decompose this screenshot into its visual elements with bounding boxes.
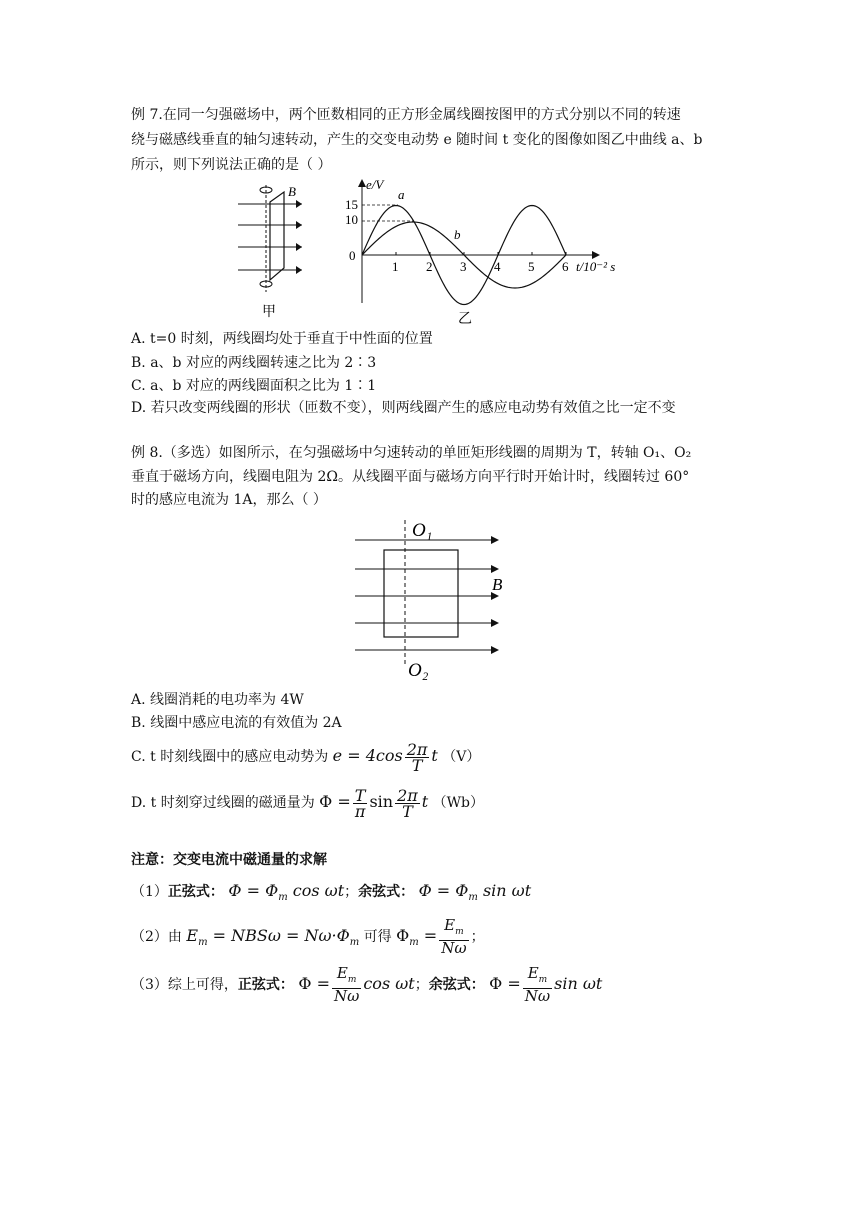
- jia-caption: 甲: [262, 305, 276, 320]
- ex8-option-a: A. 线圈消耗的电功率为 4W: [131, 692, 304, 708]
- ex8-line-3: 时的感应电流为 1A，那么（ ）: [131, 492, 327, 508]
- o1-label: O₁: [412, 520, 433, 541]
- x-axis-label: t/10⁻² s: [576, 259, 616, 274]
- figure-ex8-coil: [350, 512, 510, 684]
- b-label: B: [492, 575, 503, 594]
- ex8-option-b: B. 线圈中感应电流的有效值为 2A: [131, 715, 342, 731]
- x-tick-label: 1: [392, 259, 399, 274]
- x-tick-label: 5: [528, 259, 535, 274]
- ex8-option-d: D. t 时刻穿过线圈的磁通量为 Φ = $\frac{T}{\pi}$ sin $\frac{2\pi}{T}$ t （Wb）: [131, 785, 485, 821]
- ex8-line-1: 例 8.（多选）如图所示，在匀强磁场中匀速转动的单匝矩形线圈的周期为 T，转轴 O₁、O₂: [131, 445, 692, 461]
- ex7-line-2: 绕与磁感线垂直的轴匀速转动，产生的交变电动势 e 随时间 t 变化的图像如图乙中曲线 a、b: [131, 132, 703, 148]
- y-tick-15: 15: [345, 197, 358, 212]
- x-tick-label: 4: [494, 259, 501, 274]
- ex7-option-d: D. 若只改变两线圈的形状（匝数不变），则两线圈产生的感应电动势有效值之比一定不变: [131, 400, 676, 416]
- ex7-line-1: 例 7.在同一匀强磁场中，两个匝数相同的正方形金属线圈按图甲的方式分别以不同的转速: [131, 107, 681, 123]
- curve-a-label: a: [398, 187, 405, 202]
- curve-b-label: b: [454, 227, 461, 242]
- yi-caption: 乙: [458, 312, 472, 327]
- rectangular-coil: [384, 550, 458, 637]
- figure-jia: [228, 180, 318, 320]
- x-tick-label: 2: [426, 259, 433, 274]
- note-title: 注意：交变电流中磁通量的求解: [131, 852, 327, 868]
- jia-b-label: B: [288, 184, 296, 199]
- note-line-2: （2）由 $E_m = NBS\omega = N\omega\cdot\Phi_m$ 可得 $\Phi_m$ = $\frac{E_m}{N\omega}$ ；: [131, 916, 485, 957]
- ex7-option-a: A. t=0 时刻，两线圈均处于垂直于中性面的位置: [131, 331, 433, 347]
- ex7-line-3: 所示，则下列说法正确的是（ ）: [131, 157, 332, 173]
- figure-yi-graph: [340, 175, 640, 327]
- note-line-1: （1）正弦式： $\Phi = \Phi_m$ cos ωt；余弦式： $\Phi = \Phi_m$ sin ωt: [131, 881, 532, 903]
- ex7-option-b: B. a、b 对应的两线圈转速之比为 2∶3: [131, 355, 377, 371]
- o2-label: O₂: [408, 660, 429, 681]
- ex8-line-2: 垂直于磁场方向，线圈电阻为 2Ω。从线圈平面与磁场方向平行时开始计时，线圈转过 60°: [131, 469, 690, 485]
- origin-label: 0: [349, 248, 356, 263]
- y-axis-label: e/V: [366, 177, 384, 192]
- ex8-option-c: C. t 时刻线圈中的感应电动势为 e = 4cos $\frac{2\pi}{T}$ t （V）: [131, 739, 481, 775]
- y-tick-10: 10: [345, 212, 358, 227]
- ex7-option-c: C. a、b 对应的两线圈面积之比为 1∶1: [131, 378, 377, 394]
- note-line-3: （3）综上可得，正弦式： Φ = $\frac{E_m}{N\omega}$ cos ωt；余弦式： Φ = $\frac{E_m}{N\omega}$ sin ωt: [131, 964, 603, 1005]
- x-tick-label: 3: [460, 259, 467, 274]
- x-tick-label: 6: [562, 259, 569, 274]
